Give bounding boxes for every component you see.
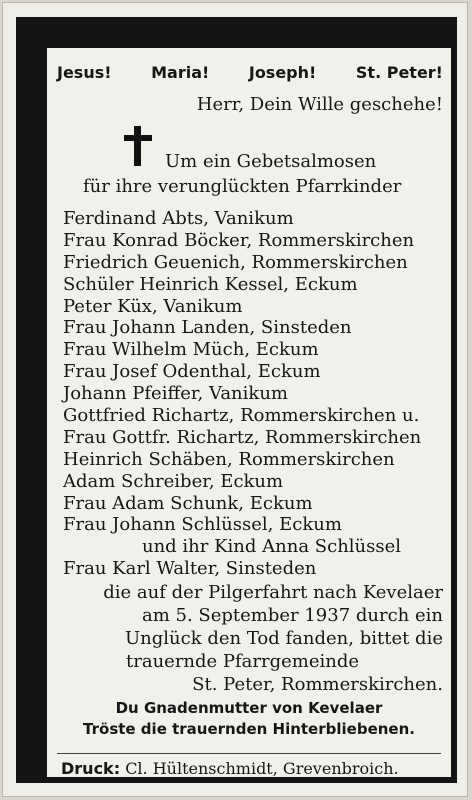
announcement-text: [63, 581, 443, 696]
list-item: Ferdinand Abts, Vanikum: [63, 208, 294, 229]
card-content: [47, 48, 451, 777]
mourning-border: [16, 17, 457, 783]
list-item: Schüler Heinrich Kessel, Eckum: [63, 273, 358, 295]
text-line-5: St. Peter, Rommerskirchen.: [192, 674, 443, 695]
list-item: Frau Konrad Böcker, Rommerskirchen: [63, 229, 415, 251]
invocation-jesus: Jesus!: [57, 63, 112, 82]
list-item: Friedrich Geuenich, Rommerskirchen: [63, 251, 408, 273]
closing-line-2: Tröste die trauernden Hinterbliebenen.: [83, 720, 415, 738]
victims-list: [63, 208, 421, 580]
list-item: Frau Josef Odenthal, Eckum: [63, 361, 321, 383]
list-item: Frau Wilhelm Müch, Eckum: [63, 339, 319, 361]
intro-line-2: für ihre verunglückten Pfarrkinder: [83, 176, 402, 197]
list-item: Frau Adam Schunk, Eckum: [63, 492, 313, 514]
invocation-st-peter: St. Peter!: [355, 63, 443, 82]
list-item: und ihr Kind Anna Schlüssel: [142, 536, 402, 558]
printer-label: Druck:: [61, 759, 121, 778]
text-line-3: Unglück den Tod fanden, bittet die: [124, 628, 443, 649]
intro-line-1: Um ein Gebetsalmosen: [165, 151, 377, 172]
closing-prayer: [47, 698, 451, 740]
text-line-1: die auf der Pilgerfahrt nach Kevelaer: [103, 582, 443, 603]
list-item: Frau Gottfr. Richartz, Rommerskirchen: [63, 426, 422, 448]
invocations: [57, 63, 443, 82]
cross-icon: [124, 126, 152, 166]
prayer-card: [2, 2, 468, 797]
printer-name: Cl. Hültenschmidt, Grevenbroich.: [125, 759, 399, 778]
list-item: Frau Johann Landen, Sinsteden: [63, 317, 352, 339]
list-item: Adam Schreiber, Eckum: [63, 470, 284, 492]
list-item: Frau Karl Walter, Sinsteden: [63, 558, 317, 580]
closing-line-1: Du Gnadenmutter von Kevelaer: [115, 699, 383, 717]
divider: [57, 753, 441, 754]
text-line-2: am 5. September 1937 durch ein: [141, 605, 443, 626]
list-item: Frau Johann Schlüssel, Eckum: [63, 514, 342, 536]
invocation-joseph: Joseph!: [248, 63, 317, 82]
list-item: Peter Küx, Vanikum: [63, 295, 243, 317]
invocation-maria: Maria!: [151, 63, 210, 82]
list-item: Johann Pfeiffer, Vanikum: [63, 383, 288, 405]
list-item: Heinrich Schäben, Rommerskirchen: [63, 448, 395, 470]
text-line-4: trauernde Pfarrgemeinde: [126, 651, 360, 672]
will-line: Herr, Dein Wille geschehe!: [196, 94, 443, 115]
list-item: Gottfried Richartz, Rommerskirchen u.: [63, 405, 420, 427]
printer-imprint: [61, 759, 399, 778]
